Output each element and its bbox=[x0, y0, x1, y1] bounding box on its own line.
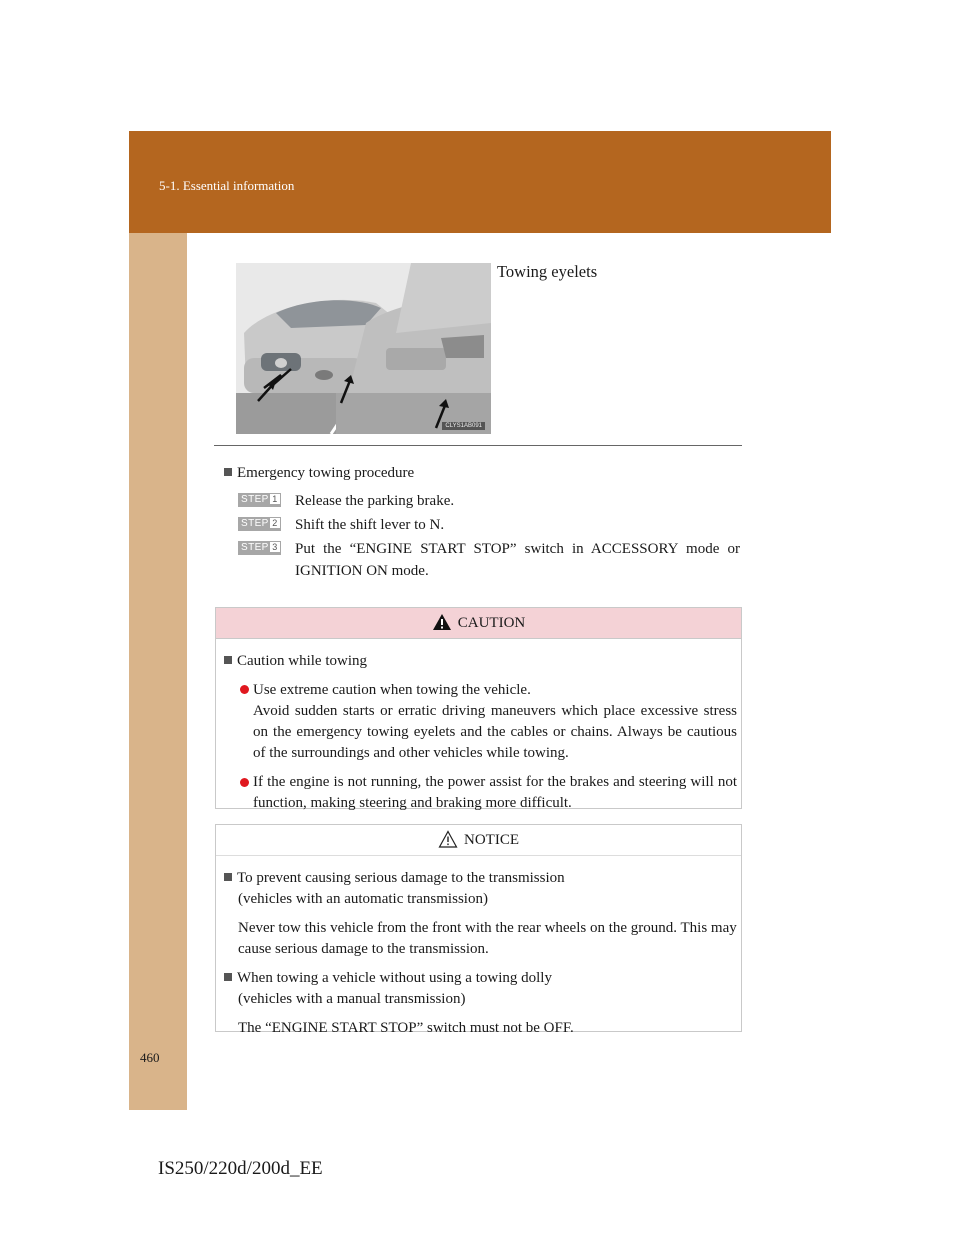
square-bullet-icon bbox=[224, 873, 232, 881]
notice-heading: NOTICE bbox=[216, 825, 741, 856]
notice-box bbox=[215, 824, 742, 1036]
step-text: Put the “ENGINE START STOP” switch in ACCESSORY mode or IGNITION ON mode. bbox=[295, 541, 740, 579]
round-bullet-icon bbox=[240, 778, 249, 787]
square-bullet-icon bbox=[224, 468, 232, 476]
notice-icon bbox=[438, 830, 458, 848]
caution-box bbox=[215, 607, 742, 809]
procedure-title: Emergency towing procedure bbox=[224, 465, 414, 482]
figure-label: Towing eyelets bbox=[497, 262, 598, 281]
section-title: 5-1. Essential information bbox=[159, 178, 295, 193]
sidebar-tab bbox=[129, 233, 187, 1110]
step-badge: STEP 2 bbox=[238, 517, 281, 531]
caution-point: Use extreme caution when towing the vehicle. Avoid sudden starts or erratic driving maneuvers which place excessive stress on the emergency towing eyelets and the cables or chains. Always be cautious of the surroundings and other vehicles while towing. bbox=[240, 680, 737, 764]
caution-title: Caution while towing bbox=[224, 651, 737, 672]
car-illustration bbox=[236, 263, 491, 434]
step-3 bbox=[238, 538, 740, 582]
round-bullet-icon bbox=[240, 685, 249, 694]
model-code: IS250/220d/200d_EE bbox=[158, 1158, 323, 1179]
caution-heading: CAUTION bbox=[216, 608, 741, 639]
notice-item: When towing a vehicle without using a towing dolly (vehicles with a manual transmission) The “ENGINE START STOP” switch must not be OFF. bbox=[224, 968, 737, 1039]
figure-code: CLYS1AB091 bbox=[442, 422, 485, 430]
page-number: 460 bbox=[140, 1050, 160, 1065]
towing-eyelets-photo bbox=[236, 263, 491, 434]
step-badge: STEP 3 bbox=[238, 541, 281, 555]
square-bullet-icon bbox=[224, 656, 232, 664]
step-badge: STEP 1 bbox=[238, 493, 281, 507]
step-text: Release the parking brake. bbox=[295, 493, 455, 509]
section-header bbox=[129, 131, 831, 233]
divider bbox=[214, 445, 742, 446]
step-2 bbox=[238, 514, 740, 536]
notice-item: To prevent causing serious damage to the transmission (vehicles with an automatic transmission) Never tow this vehicle from the front with the rear wheels on the ground. This may cause serious damage to the transmission. bbox=[224, 868, 737, 960]
square-bullet-icon bbox=[224, 973, 232, 981]
warning-icon bbox=[432, 613, 452, 631]
step-1 bbox=[238, 490, 740, 512]
caution-point: If the engine is not running, the power assist for the brakes and steering will not function, making steering and braking more difficult. bbox=[240, 772, 737, 814]
step-text: Shift the shift lever to N. bbox=[295, 517, 445, 533]
